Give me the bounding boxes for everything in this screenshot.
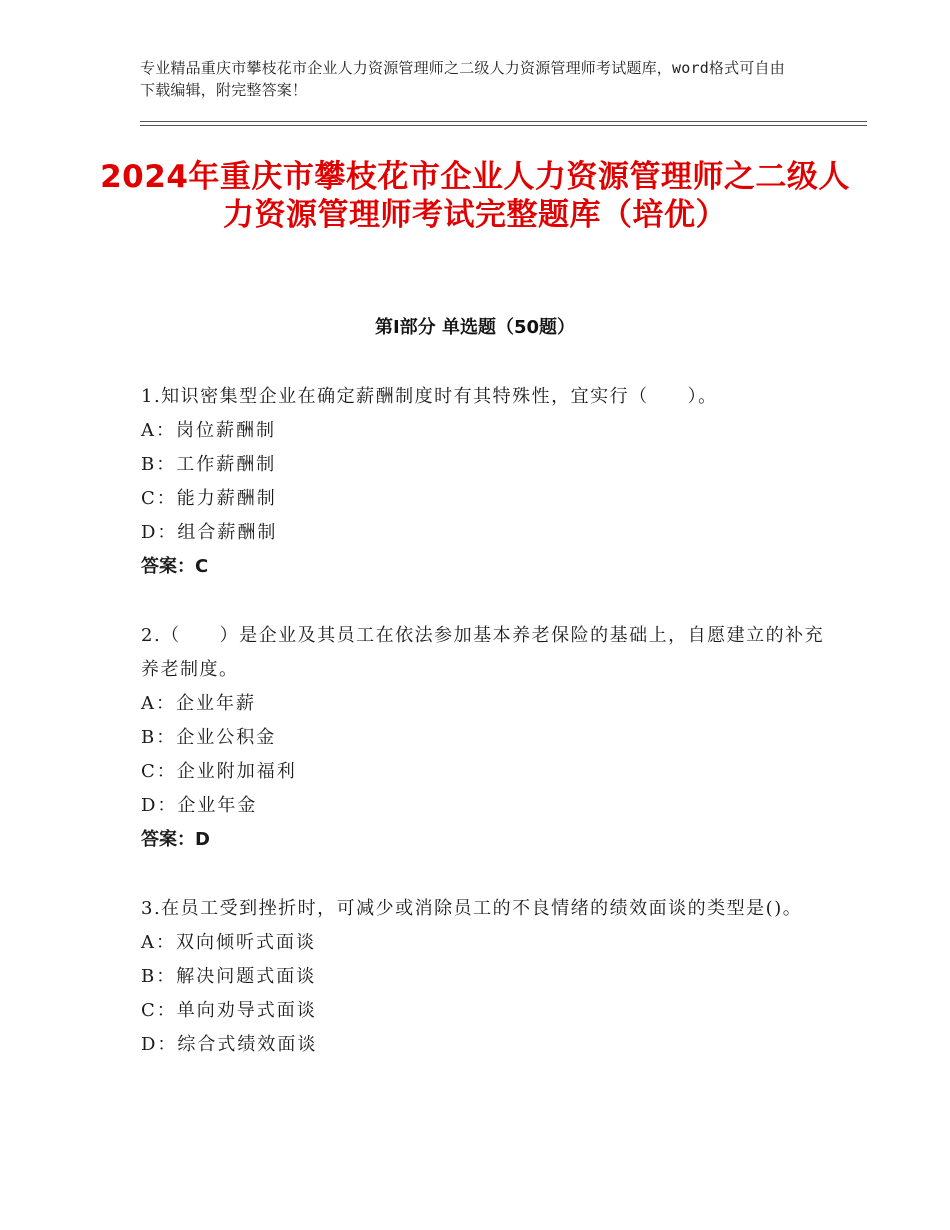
- option-b: B：解决问题式面谈: [141, 966, 317, 987]
- option-a: A：岗位薪酬制: [141, 420, 276, 441]
- answer: 答案：D: [141, 829, 210, 850]
- question-2: [141, 619, 831, 857]
- option-c: C：能力薪酬制: [141, 488, 277, 509]
- option-c: C：企业附加福利: [141, 761, 297, 782]
- question-1: [141, 380, 831, 584]
- section-title: 第Ⅰ部分 单选题（50题）: [374, 317, 575, 338]
- option-d: D：企业年金: [141, 795, 258, 816]
- header-note: 专业精品重庆市攀枝花市企业人力资源管理师之二级人力资源管理师考试题库，word格式可自由下载编辑，附完整答案！: [140, 59, 785, 99]
- option-c: C：单向劝导式面谈: [141, 1000, 317, 1021]
- option-b: B：工作薪酬制: [141, 454, 277, 475]
- option-a: A：企业年薪: [141, 693, 256, 714]
- answer: 答案：C: [141, 556, 209, 577]
- question-stem: 1.知识密集型企业在确定薪酬制度时有其特殊性，宜实行（ ）。: [141, 386, 718, 407]
- option-d: D：综合式绩效面谈: [141, 1034, 318, 1055]
- header-divider-bottom: [140, 125, 867, 126]
- option-d: D：组合薪酬制: [141, 522, 278, 543]
- question-3: [141, 892, 831, 1062]
- question-stem: 2.（ ）是企业及其员工在依法参加基本养老保险的基础上，自愿建立的补充养老制度。: [141, 625, 825, 680]
- header-divider-top: [140, 121, 867, 122]
- option-b: B：企业公积金: [141, 727, 277, 748]
- option-a: A：双向倾听式面谈: [141, 932, 316, 953]
- document-title: 2024年重庆市攀枝花市企业人力资源管理师之二级人力资源管理师考试完整题库（培优）: [100, 159, 850, 233]
- question-stem: 3.在员工受到挫折时，可减少或消除员工的不良情绪的绩效面谈的类型是()。: [141, 898, 803, 919]
